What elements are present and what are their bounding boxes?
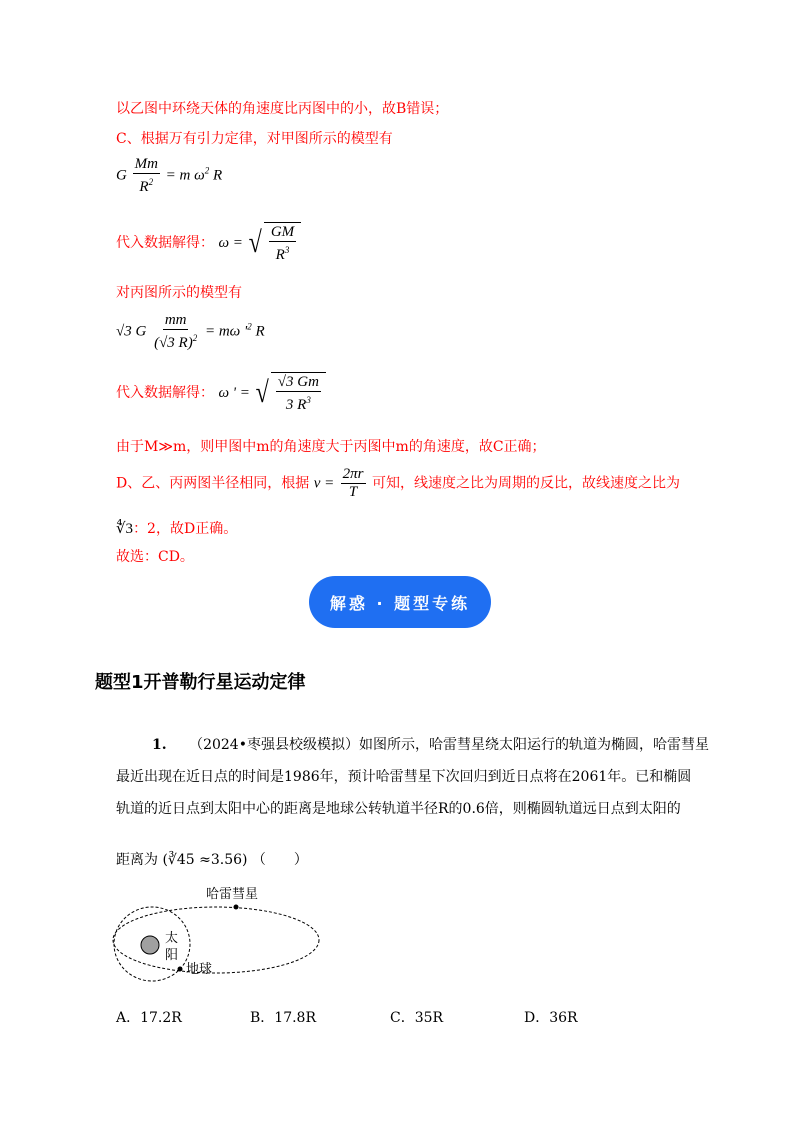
option-c[interactable]: C．35R (390, 1010, 444, 1026)
question-line-2: 最近出现在近日点的时间是1986年，预计哈雷彗星下次回归到近日点将在2061年。已和椭圆 (116, 769, 692, 785)
solution-line-d: D、乙、丙两图半径相同，根据 v = $\frac{2\pi r}{T}$ 可知，线速度之比为周期的反比，故线速度之比为 (116, 466, 680, 500)
substitute-label-1: 代入数据解得： (116, 235, 214, 251)
section-button[interactable]: 解惑 · 题型专练 (309, 576, 491, 628)
solution-line-b: 以乙图中环绕天体的角速度比丙图中的小，故B错误； (116, 101, 449, 117)
formula-rhs-2: = mω ' (204, 323, 248, 340)
formula-omega-prime-line (116, 372, 326, 414)
fraction-numerator: Mm (134, 156, 158, 172)
question-number: 1. (152, 737, 167, 753)
sqrt-gm-r3: √ $\frac{GM}{R^3}$ (247, 222, 301, 264)
question-line-1: 1. （2024•枣强县校级模拟）如图所示，哈雷彗星绕太阳运行的轨道为椭圆，哈雷彗星 (152, 737, 709, 753)
solution-line-mm: 由于M≫m，则甲图中m的角速度大于丙图中m的角速度，故C正确； (116, 439, 546, 455)
velocity-lhs: v = (313, 475, 335, 492)
omega-prime-lhs: ω ' = (218, 385, 250, 401)
earth-label: 地球 (186, 962, 213, 977)
formula-rhs: = m ω (165, 167, 205, 184)
earth-dot-icon (178, 967, 183, 972)
fourth-root-3: ∜3 (116, 521, 134, 537)
formula-g: G (116, 167, 127, 184)
solution-line-d-result: ∜3：2，故D正确。 (116, 521, 238, 537)
answer-line: 故选：CD。 (116, 549, 194, 565)
sun-label-1: 太 (165, 931, 179, 946)
formula-gravity-1: G $\frac{Mm}{R^2}$ = m $\omega^2$ R (116, 156, 223, 195)
cube-root-hint: (∛45 ≈3.56) (162, 852, 248, 868)
formula-r: R (212, 167, 223, 184)
substitute-label-2: 代入数据解得： (116, 385, 214, 401)
formula-gravity-2: √3 G $\frac{mm}{(√3 R)^2}$ = mω '$^2$ R (116, 312, 265, 351)
fraction-denominator: $R^2$ (139, 177, 154, 195)
orbit-diagram (106, 880, 326, 990)
omega-lhs: ω = (218, 235, 243, 251)
section-heading: 题型1开普勒行星运动定律 (95, 672, 306, 693)
solution-line-bing: 对丙图所示的模型有 (116, 285, 242, 301)
comet-label: 哈雷彗星 (206, 887, 259, 902)
comet-dot-icon (234, 905, 239, 910)
question-line-3: 轨道的近日点到太阳中心的距离是地球公转轨道半径R的0.6倍，则椭圆轨道远日点到太阳的 (116, 801, 681, 817)
option-a[interactable]: A．17.2R (116, 1010, 182, 1026)
sun-icon (141, 936, 159, 954)
sun-label-2: 阳 (165, 948, 179, 963)
option-b[interactable]: B．17.8R (250, 1010, 317, 1026)
formula-omega-line (116, 222, 301, 264)
option-d[interactable]: D．36R (524, 1010, 578, 1026)
question-line-4: 距离为 (∛45 ≈3.56) （ ） (116, 852, 308, 868)
fraction-2pir-t: $\frac{2\pi r}{T}$ (342, 466, 364, 500)
formula-sqrt3g: 3 G (124, 323, 147, 340)
fraction-mm-3r2: $\frac{mm}{(√3 R)^2}$ (154, 312, 198, 351)
fraction-mm-r2 (133, 156, 160, 196)
sqrt-3gm-3r3: √ $\frac{√3 Gm}{3 R^3}$ (254, 372, 326, 414)
solution-line-c: C、根据万有引力定律，对甲图所示的模型有 (116, 131, 393, 147)
